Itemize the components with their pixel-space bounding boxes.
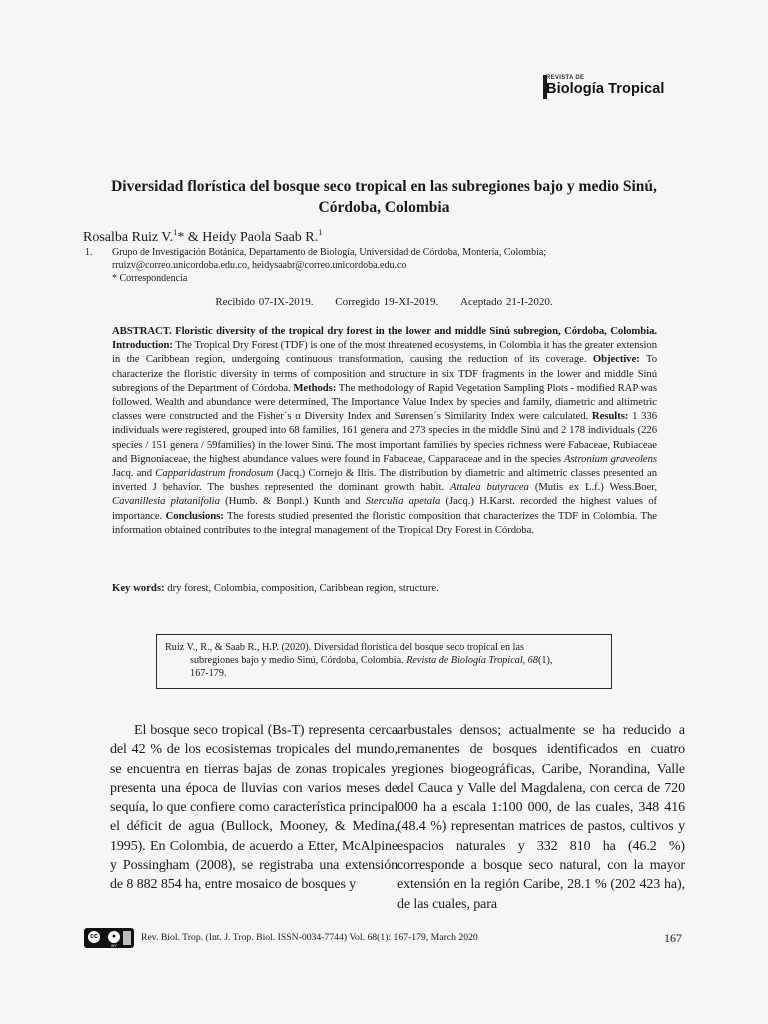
results-text: Jacq. and — [112, 467, 152, 480]
intro-text: The Tropical Dry Forest (TDF) is one of the most threatened ecosystems, in Colombia it has the greater extension in the Caribbean region, undergoing continuous transformation, causing the reduction of its coverage. — [112, 339, 657, 366]
objective-label: Objective: — [592, 353, 640, 366]
cc-badge-tail — [123, 931, 131, 945]
cc-license-icon[interactable] — [84, 928, 134, 948]
conclusions-text: The forests studied presented the floristic composition that characterizes the TDF in Colombia. The information obtained contributes to the integral management of the Tropical Dry Forest in Córdoba. — [112, 509, 657, 536]
date-accepted: Aceptado 21-I-2020. — [460, 296, 553, 308]
author-line — [83, 227, 322, 246]
page-number: 167 — [664, 931, 682, 945]
objective-text: To characterize the floristic diversity in terms of composition and structure in six TDF fragments in the lower and middle Sinú subregions of the Department of Córdoba. — [112, 353, 658, 394]
citation-title-end: subregiones bajo y medio Sinú, Córdoba, Colombia. — [190, 655, 404, 666]
keywords-text: dry forest, Colombia, composition, Caribbean region, structure. — [167, 582, 439, 594]
affiliation — [83, 246, 643, 285]
conclusions-label: Conclusions: — [165, 509, 224, 522]
author-correspondence-mark: * & — [177, 230, 203, 245]
results-text: 1 336 individuals were registered, grouped into 68 families, 161 genera and 273 species in the middle Sinú and 2 178 individuals (226 species / 151 genera / 59families) in the lower Sinú. The most important families by species richness were Fabaceae, Rubiaceae and Bignoniaceae, the highest abundance values were found in Fabaceae, Capparaceae and in the species — [112, 410, 658, 465]
species-name: Attalea butyracea — [450, 481, 529, 494]
results-text: (Mutis ex L.f.) Wess.Boer, — [534, 481, 657, 494]
author-2: Heidy Paola Saab R. — [202, 230, 319, 245]
article-title: Diversidad florística del bosque seco tropical en las subregiones bajo y medio Sinú, Córdoba, Colombia — [111, 178, 657, 216]
body-column-right: arbustales densos; actualmente se ha reducido a remanentes de bosques identificados en cuatro regiones biogeográficas, Caribe, Norandina, Valle del Cauca y Valle del Magdalena, con cerca de 720 000 ha a escala 1:100 000, de las cuales, 348 416 (48.4 %) representan matrices de pastos, cultivos y espacios naturales y 332 810 ha (46.2 %) corresponde a bosque seco natural, con la mayor extensión en la región Caribe, 28.1 % (202 423 ha), de las cuales, para — [397, 723, 685, 912]
citation-issue: (1), — [537, 655, 553, 666]
methods-text: The methodology of Rapid Vegetation Sampling Plots - modified RAP was followed. Wealth and abundance were determined, The Importance Value Index by species and family, diametric and altimetric classes were constructed and the Fisher´s α Diversity Index and Sørensen´s Similarity Index were calculated. — [112, 381, 657, 423]
abstract — [112, 324, 657, 537]
intro-label: Introduction: — [112, 339, 173, 352]
species-name: Astronium graveolens — [563, 452, 657, 465]
abstract-heading: Floristic diversity of the tropical dry forest in the lower and middle Sinú subregion, Córdoba, Colombia. — [175, 325, 657, 337]
results-text: (Humb. & Bonpl.) Kunth and — [225, 495, 361, 508]
author-2-affil-mark: 1 — [318, 227, 323, 237]
citation-authors-title: Ruiz V., R., & Saab R., H.P. (2020). Diversidad florística del bosque seco tropical en las — [165, 642, 524, 653]
citation-journal: Revista de Biología Tropical, 68 — [406, 655, 538, 666]
date-received: Recibido 07-IX-2019. — [215, 296, 314, 308]
cc-logo-icon: cc — [88, 931, 100, 943]
keywords — [112, 582, 657, 594]
species-name: Capparidastrum frondosum — [155, 467, 274, 480]
citation-box — [156, 634, 612, 689]
affiliation-emails: rruizv@correo.unicordoba.edu.co, heidysaabr@correo.unicordoba.edu.co — [112, 260, 407, 271]
body-column-left: El bosque seco tropical (Bs-T) representa cerca del 42 % de los ecosistemas tropicales del mundo, se encuentra en tierras bajas de zonas tropicales y presenta una época de lluvias con varios meses de sequía, lo que confiere como característica principal el déficit de agua (Bullock, Mooney, & Medina, 1995). En Colombia, de acuerdo a Etter, McAlpine y Possingham (2008), se registraba una extensión de 8 882 854 ha, entre mosaico de bosques y — [110, 723, 398, 893]
keywords-label: Key words: — [112, 582, 165, 594]
citation-pages: 167-179. — [190, 668, 227, 679]
cc-by-label: BY — [111, 943, 117, 948]
author-1-affil-mark: 1 — [173, 227, 178, 237]
results-text: (Jacq.) H.Karst. recorded the highest values of importance. — [112, 495, 657, 522]
affiliation-number: 1. — [85, 247, 93, 258]
results-label: Results: — [591, 410, 629, 423]
footer-citation: Rev. Biol. Trop. (Int. J. Trop. Biol. ISSN-0034-7744) Vol. 68(1): 167-179, March 2020 — [141, 932, 478, 943]
affiliation-line-1: Grupo de Investigación Botánica, Departamento de Biología, Universidad de Córdoba, Montería, Colombia; — [112, 247, 547, 258]
results-text: (Jacq.) Cornejo & Iltis. The distribution by diametric and altimetric classes presented an inverted J behavior. The bushes represented the dominant growth habit. — [112, 467, 658, 494]
logo-small-text: REVISTA DE — [546, 75, 585, 81]
page-footer — [84, 928, 684, 950]
methods-label: Methods: — [293, 381, 337, 394]
citation-continuation — [165, 654, 603, 680]
author-1: Rosalba Ruiz V. — [83, 230, 174, 245]
correspondence-note: * Correspondencia — [112, 273, 188, 284]
species-name: Sterculia apetala — [365, 495, 441, 508]
abstract-label: ABSTRACT. — [112, 325, 172, 337]
species-name: Cavanillesia platanifolia — [112, 495, 220, 508]
submission-dates — [0, 296, 768, 308]
by-person-icon: ● — [108, 931, 120, 943]
logo-journal-name: Biología Tropical — [546, 81, 665, 97]
date-corrected: Corregido 19-XI-2019. — [335, 296, 439, 308]
journal-logo — [543, 72, 691, 102]
